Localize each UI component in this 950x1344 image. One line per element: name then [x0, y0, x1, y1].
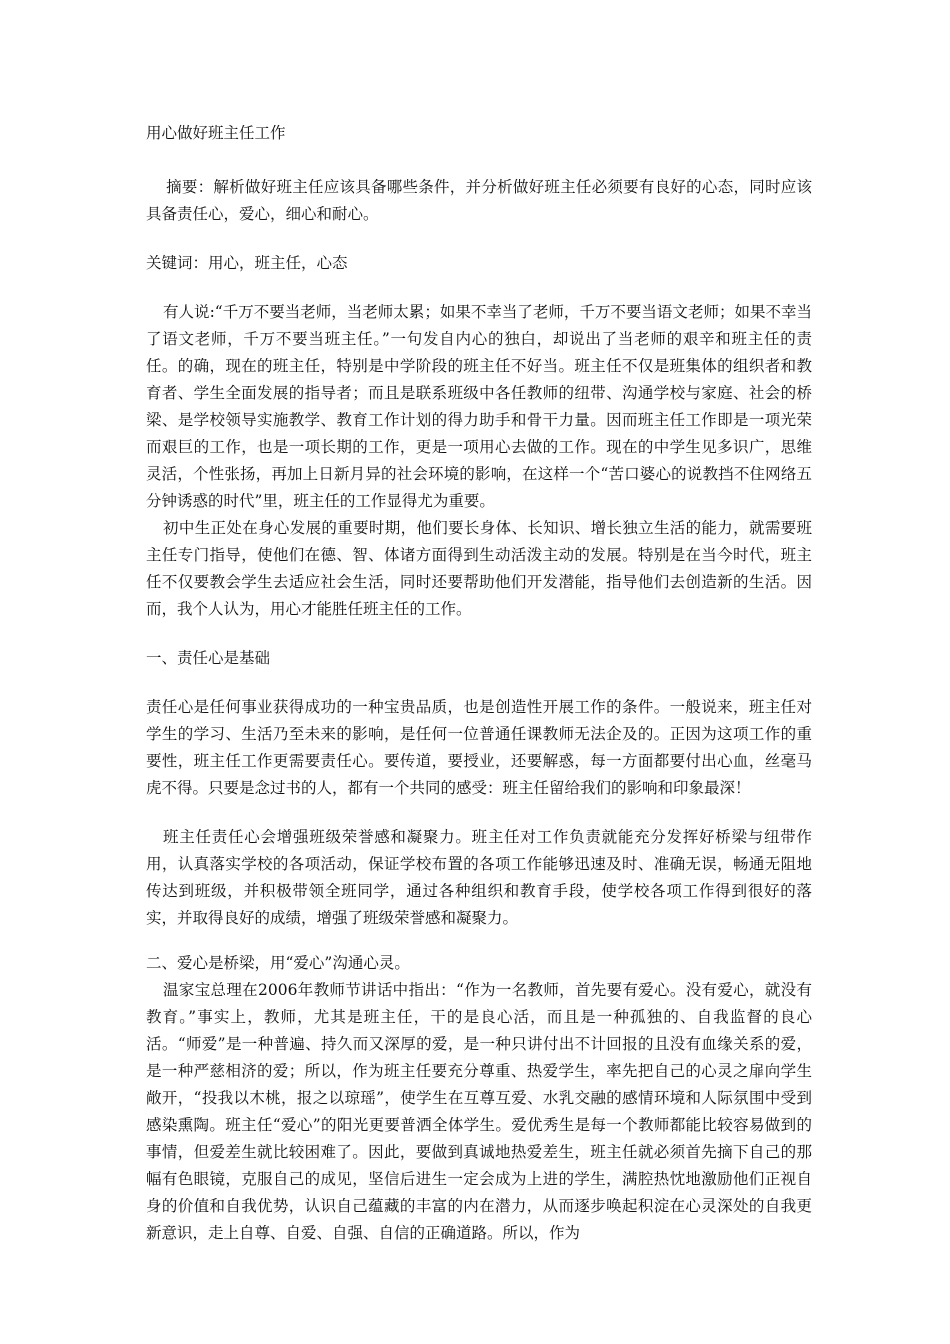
spacer [146, 932, 812, 950]
section-2-heading: 二、爱心是桥梁，用“爱心”沟通心灵。 [146, 954, 410, 972]
document-title: 用心做好班主任工作 [146, 124, 286, 142]
intro-paragraph-2: 初中生正处在身心发展的重要时期，他们要长身体、长知识、增长独立生活的能力，就需要班主任专门指导，使他们在德、智、体诸方面得到生动活泼主动的发展。特别是在当今时代，班主任不仅要教会学生去适应社会生活，同时还要帮助他们开发潜能，指导他们去创造新的生活。因而，我个人认为，用心才能胜任班主任的工作。 [146, 519, 812, 618]
spacer [146, 623, 812, 645]
spacer [146, 147, 812, 174]
section-1-paragraph-2: 班主任责任心会增强班级荣誉感和凝聚力。班主任对工作负责就能充分发挥好桥梁与纽带作用，认真落实学校的各项活动，保证学校布置的各项工作能够迅速及时、准确无误，畅通无阻地传达到班级，并积极带领全班同学，通过各种组织和教育手段，使学校各项工作得到很好的落实，并取得良好的成绩，增强了班级荣誉感和凝聚力。 [146, 828, 812, 927]
section-2-paragraph-1: 温家宝总理在2006年教师节讲话中指出：“作为一名教师，首先要有爱心。没有爱心，就没有教育。”事实上，教师，尤其是班主任，干的是良心活，而且是一种孤独的、自我监督的良心活。“师爱”是一种普遍、持久而又深厚的爱，是一种只讲付出不计回报的且没有血缘关系的爱，是一种严慈相济的爱；所以，作为班主任要充分尊重、热爱学生，率先把自己的心灵之扉向学生敞开，“投我以木桃，报之以琼瑶”，使学生在互尊互爱、水乳交融的感情环境和人际氛围中受到感染熏陶。班主任“爱心”的阳光更要普洒全体学生。爱优秀生是每一个教师都能比较容易做到的事情，但爱差生就比较困难了。因此，要做到真诚地热爱差生，班主任就必须首先摘下自己的那幅有色眼镜，克服自己的成见，坚信后进生一定会成为上进的学生，满腔热忱地激励他们正视自身的价值和自我优势，认识自己蕴藏的丰富的内在潜力，从而逐步唤起积淀在心灵深处的自我更新意识，走上自尊、自爱、自强、自信的正确道路。所以，作为 [146, 981, 812, 1242]
section-1-heading: 一、责任心是基础 [146, 649, 271, 667]
spacer [146, 672, 812, 694]
spacer [146, 277, 812, 299]
document-page [146, 120, 812, 1247]
spacer [146, 802, 812, 824]
intro-paragraph-1: 有人说:“千万不要当老师，当老师太累；如果不幸当了老师，千万不要当语文老师；如果不幸当了语文老师，千万不要当班主任。”一句发自内心的独白，却说出了当老师的艰辛和班主任的责任。的确，现在的班主任，特别是中学阶段的班主任不好当。班主任不仅是班集体的组织者和教育者、学生全面发展的指导者；而且是联系班级中各任教师的纽带、沟通学校与家庭、社会的桥梁、是学校领导实施教学、教育工作计划的得力助手和骨干力量。因而班主任工作即是一项光荣而艰巨的工作，也是一项长期的工作，更是一项用心去做的工作。现在的中学生见多识广，思维灵活，个性张扬，再加上日新月异的社会环境的影响，在这样一个“苦口婆心的说教挡不住网络五分钟诱惑的时代”里，班主任的工作显得尤为重要。 [146, 303, 812, 510]
keywords-line: 关键词：用心，班主任，心态 [146, 254, 348, 272]
abstract-paragraph: 摘要：解析做好班主任应该具备哪些条件，并分析做好班主任必须要有良好的心态，同时应该具备责任心，爱心，细心和耐心。 [146, 178, 812, 223]
spacer [146, 228, 812, 250]
section-1-paragraph-1: 责任心是任何事业获得成功的一种宝贵品质，也是创造性开展工作的条件。一般说来，班主任对学生的学习、生活乃至未来的影响，是任何一位普通任课教师无法企及的。正因为这项工作的重要性，班主任工作更需要责任心。要传道，要授业，还要解惑，每一方面都要付出心血，丝毫马虎不得。只要是念过书的人，都有一个共同的感受：班主任留给我们的影响和印象最深！ [146, 698, 812, 797]
